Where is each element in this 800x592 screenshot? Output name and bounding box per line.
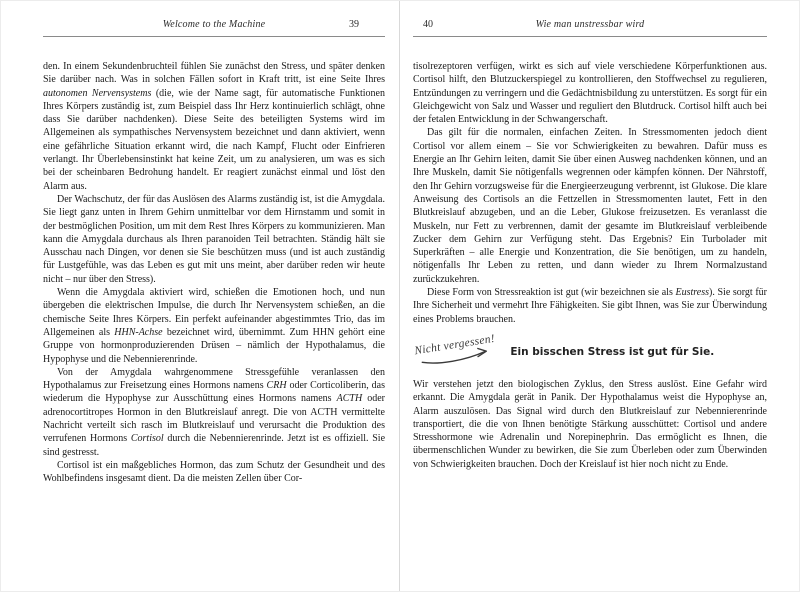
page-header-left — [43, 17, 385, 37]
margin-note — [415, 335, 767, 369]
paragraph: den. In einem Sekundenbruchteil fühlen Sie zunächst den Stress, und später denken Sie darüber nach. Was in solchen Fällen sofort in Kraft tritt, ist eine Seite Ihres autonomen Nervensystems (die, wie der Name sagt, für automatische Funktionen Ihres Körpers zuständig ist, zum Beispiel dass Ihr Herz kontinuierlich schlägt, ohne dass Sie darüber nachdenken). Diese Seite des beteiligten Systems wird im Allgemeinen als sympathisches Nervensystem bezeichnet und dann aktiviert, wenn eine gefährliche Situation erkannt wird, die nach Kampf, Flucht oder Einfrieren verlangt. Ihr Überlebensinstinkt hat keine Zeit, um zu analysieren, um was es sich bei der scheinbaren Bedrohung handelt. Er reagiert zunächst einmal und löst den Alarm aus. — [43, 61, 385, 192]
page-number-left: 39 — [349, 19, 359, 30]
page-header-right — [413, 17, 767, 37]
page-left — [1, 1, 400, 591]
paragraph: tisolrezeptoren verfügen, wirkt es sich auf viele verschiedene Körperfunktionen aus. Cortisol hilft, den Blutzuckerspiegel zu kontrollieren, den Stoffwechsel zu regulieren, Entzündungen zu verringern und die Gedächtnisbildung zu unterstützen. Es sorgt für ein Gleichgewicht von Salz und Wasser und reguliert den Blutdruck. Cortisol hilft auch bei der fetalen Entwicklung in der Schwangerschaft. — [413, 61, 767, 126]
note-label-wrap — [414, 333, 498, 370]
paragraph: Wir verstehen jetzt den biologischen Zyklus, den Stress auslöst. Eine Gefahr wird erkannt. Die Amygdala gerät in Panik. Der Hypothalamus weist die Hypophyse an, Alarm auszulösen. Das Signal wird durch den Blutkreislauf zur Nebennierenrinde transportiert, die die von Ihnen benötigte Stärkung ausschüttet: Cortisol und andere Stresshormone wie Adrenalin und Norepinephrin. Das ermöglicht es Ihnen, die übermenschlichen Wunder zu bewirken, die Sie zum Überleben oder zum Überwinden von Schwierigkeiten brauchen. Doch der Kreislauf ist hier noch nicht zu Ende. — [413, 378, 767, 470]
page-number-right: 40 — [423, 19, 433, 30]
paragraph: Von der Amygdala wahrgenommene Stressgefühle veranlassen den Hypothalamus zur Freisetzung eines Hormons namens CRH oder Corticoliberin, das wiederum die Hypophyse zur Ausschüttung eines Hormons namens ACTH oder adrenocortitropes Hormon in den Blutkreislauf anregt. Die von ACTH vermittelte Nachricht verteilt sich rasch im Blutkreislauf und verursacht die Produktion des verrufenen Hormons Cortisol durch die Nebennierenrinde. Jetzt ist es offiziell. Sie sind gestresst. — [43, 366, 386, 458]
page-body-right-top — [413, 60, 767, 326]
page-body-left — [43, 60, 385, 486]
paragraph: Der Wachschutz, der für das Auslösen des Alarms zuständig ist, ist die Amygdala. Sie liegt ganz unten in Ihrem Gehirn unmittelbar vor dem Hirnstamm und somit in der bestmöglichen Position, um mit dem Rest Ihres Körpers zu kommunizieren. Man kann die Amygdala durchaus als Ihren paranoiden Teil betrachten. Ständig hält sie Ausschau nach Dingen, vor denen sie Sie beschützen muss (und ist auch zuständig für Lustgefühle, was das Leben es gut mit uns meint, aber darüber reden wir heute nicht – nur über den Stress). — [43, 193, 385, 285]
paragraph: Diese Form von Stressreaktion ist gut (wir bezeichnen sie als Eustress). Sie sorgt für Ihre Sicherheit und vermehrt Ihre Fähigkeiten. Sie gibt Ihnen, was Sie zur Überwindung eines Problems brauchen. — [413, 287, 767, 325]
paragraph: Wenn die Amygdala aktiviert wird, schießen die Emotionen hoch, und nun übergeben die elektrischen Impulse, die durch Ihr Nervensystem schießen, an die chemische Seite Ihres Körpers. Ein perfekt aufeinander abgestimmtes Trio, das im Allgemeinen als HHN-Achse bezeichnet wird, übernimmt. Zum HHN gehört eine Gruppe von hormonproduzierenden Drüsen – nämlich der Hypothalamus, die Hypophyse und die Nebennierenrinde. — [43, 287, 385, 365]
running-head-right: Wie man unstressbar wird — [535, 19, 645, 30]
running-head-left: Welcome to the Machine — [162, 19, 266, 30]
note-text: Ein bisschen Stress ist gut für Sie. — [510, 345, 715, 358]
paragraph: Das gilt für die normalen, einfachen Zeiten. In Stressmomenten jedoch dient Cortisol vor allem einem – Sie vor Schwierigkeiten zu bewahren. Dafür muss es Energie an Ihr Gehirn leiten, damit Sie über einen Ausweg nachdenken können, und an Ihre Muskeln, damit Sie nötigenfalls wegrennen oder kämpfen können. Der Nährstoff, den Ihr Gehirn vorzugsweise für die Energieerzeugung verbrennt, ist Glukose. Die klare Anweisung des Cortisols an die Fettzellen in Stressmomenten lautet, Fett in den Blutkreislauf abzugeben, und an die Leber, Glukose freizusetzen. Es veranlasst die Muskeln, nur Fett zu verbrennen, damit der gesamte im Blutkreislauf verbleibende Zucker dem Gehirn zur Verfügung steht. Das Ergebnis? Ein Turbolader mit Superkräften – alle Energie und Konzentration, die Sie benötigen, um zu handeln, nötigenfalls Ihr Leben zu retten, und dann wieder zu Ihrem Normalzustand zurückzukehren. — [413, 127, 767, 285]
note-label: Nicht vergessen! — [413, 333, 496, 358]
paragraph: Cortisol ist ein maßgebliches Hormon, das zum Schutz der Gesundheit und des Wohlbefindens insgesamt dient. Da die meisten Zellen über Cor- — [43, 459, 385, 485]
page-right — [400, 1, 799, 591]
page-body-right-bottom — [413, 378, 767, 471]
